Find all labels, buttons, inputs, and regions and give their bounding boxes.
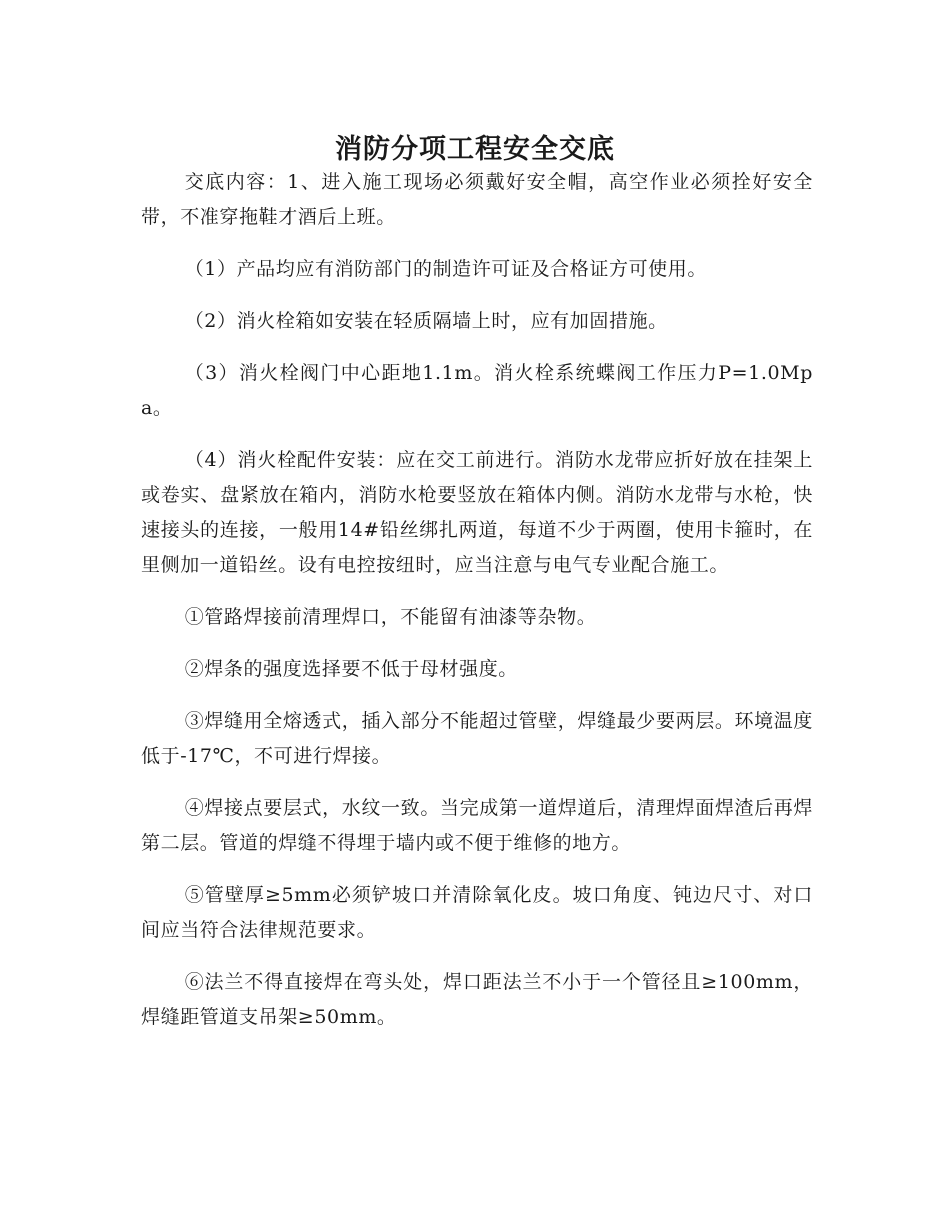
paragraph-item-4: （4）消火栓配件安装：应在交工前进行。消防水龙带应折好放在挂架上或卷实、盘紧放在箱内，消防水枪要竖放在箱体内侧。消防水龙带与水枪，快速接头的连接，一般用14#铅丝绑扎两道，每道不少于两圈，使用卡箍时，在里侧加一道铅丝。设有电控按纽时，应当注意与电气专业配合施工。 [141, 449, 813, 576]
paragraph-weld-5: ⑤管壁厚≥5mm必须铲坡口并清除氧化皮。坡口角度、钝边尺寸、对口间应当符合法律规范要求。 [141, 884, 813, 941]
paragraph-item-2: （2）消火栓箱如安装在轻质隔墙上时，应有加固措施。 [184, 310, 668, 332]
document-body [141, 165, 813, 1052]
paragraph-weld-4: ④焊接点要层式，水纹一致。当完成第一道焊道后，清理焊面焊渣后再焊第二层。管道的焊缝不得埋于墙内或不便于维修的地方。 [141, 797, 813, 854]
paragraph-item-1: （1）产品均应有消防部门的制造许可证及合格证方可使用。 [184, 258, 707, 280]
paragraph-intro: 交底内容：1、进入施工现场必须戴好安全帽，高空作业必须拴好安全带，不准穿拖鞋才酒后上班。 [141, 171, 813, 228]
paragraph-weld-1: ①管路焊接前清理焊口，不能留有油漆等杂物。 [184, 606, 597, 628]
document-title: 消防分项工程安全交底 [335, 134, 615, 166]
paragraph-weld-6: ⑥法兰不得直接焊在弯头处，焊口距法兰不小于一个管径且≥100mm，焊缝距管道支吊架≥50mm。 [141, 971, 813, 1028]
paragraph-weld-2: ②焊条的强度选择要不低于母材强度。 [184, 658, 518, 680]
paragraph-item-3: （3）消火栓阀门中心距地1.1m。消火栓系统蝶阀工作压力P=1.0Mpa。 [141, 362, 813, 419]
paragraph-weld-3: ③焊缝用全熔透式，插入部分不能超过管壁，焊缝最少要两层。环境温度低于-17℃，不可进行焊接。 [141, 710, 813, 767]
